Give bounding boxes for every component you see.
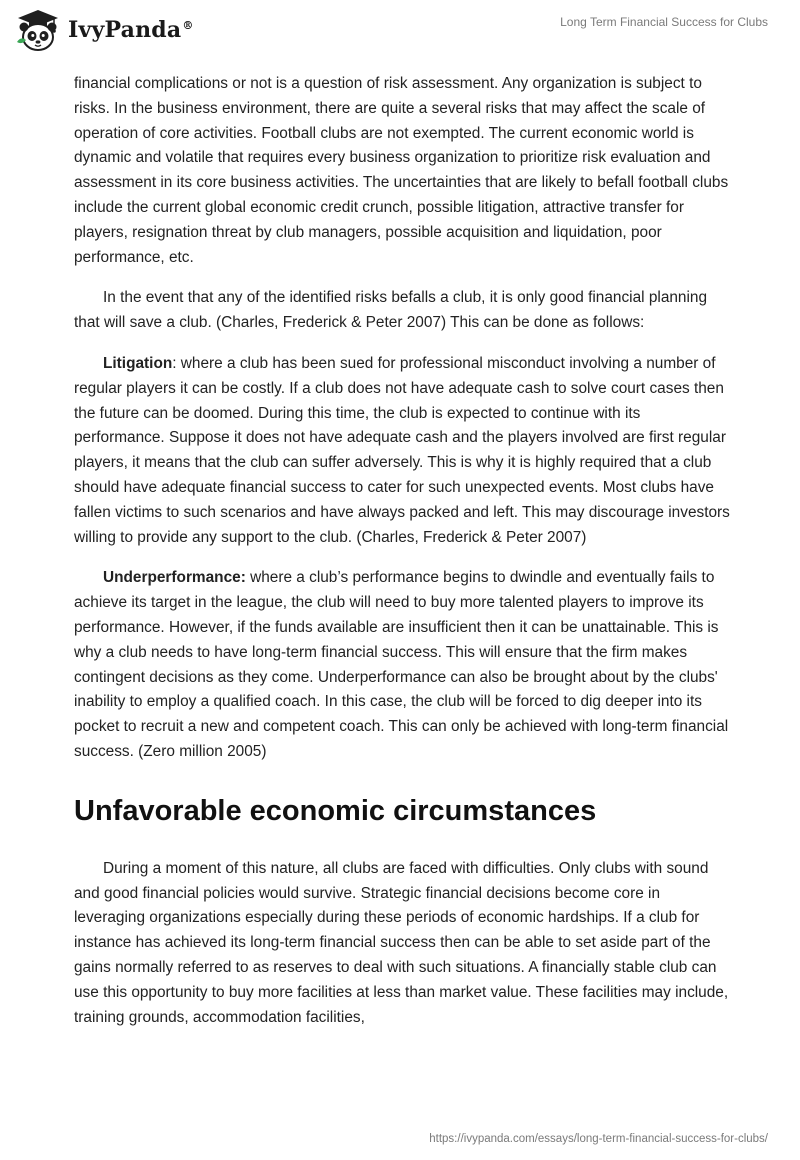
page-header xyxy=(0,0,800,70)
paragraph-litigation xyxy=(74,352,730,550)
paragraph-risk-assessment: financial complications or not is a question of risk assessment. Any organization is subject to risks. In the business environment, there are quite a several risks that may affect the scale of operation of core activities. Football clubs are not exempted. The current economic world is dynamic and volatile that requires every business organization to prioritize risk evaluation and assessment in its core business activities. The uncertainties that are likely to befall football clubs include the current global economic credit crunch, possible litigation, attractive transfer for players, resignation threat by club managers, possible acquisition and liquidation, poor performance, etc. xyxy=(74,75,729,266)
document-title: Long Term Financial Success for Clubs xyxy=(560,15,768,29)
paragraph-economic-circumstances: During a moment of this nature, all clubs are faced with difficulties. Only clubs with sound and good financial policies would survive. Strategic financial decisions become core in leveraging organizations especially during these periods of economic hardships. If a club for instance has achieved its long-term financial success then can be able to set aside part of the gains normally referred to as reserves to deal with such situations. A financially stable club can use this opportunity to buy more facilities at less than market value. These facilities may include, training grounds, accommodation facilities, xyxy=(74,859,729,1026)
source-url[interactable]: https://ivypanda.com/essays/long-term-financial-success-for-clubs/ xyxy=(429,1133,768,1145)
ivypanda-logo[interactable] xyxy=(14,8,194,52)
litigation-label: Litigation xyxy=(103,354,173,372)
logo-wordmark: IvyPanda® xyxy=(68,17,194,43)
underperformance-label: Underperformance: xyxy=(103,569,246,587)
underperformance-text: where a club’s performance begins to dwindle and eventually fails to achieve its target in the league, the club will need to buy more talented players to improve its performance. However, if the funds available are insufficient then it can be unattainable. This is why a club needs to have long-term financial success. This will ensure that the firm makes contingent decisions as they come. Underperformance can also be brought about by the clubs' inability to employ a qualified coach. In this case, the club will be forced to dig deeper into its pocket to recruit a new and competent coach. This can only be achieved with long-term financial success. (Zero million 2005) xyxy=(74,569,729,760)
panda-graduate-icon xyxy=(14,8,62,52)
paragraph-financial-planning: In the event that any of the identified risks befalls a club, it is only good financial planning that will save a club. (Charles, Frederick & Peter 2007) This can be done as follows: xyxy=(74,289,708,332)
essay-content xyxy=(74,72,730,1046)
paragraph-underperformance xyxy=(74,566,730,764)
litigation-text: : where a club has been sued for professional misconduct involving a number of regular players it can be costly. If a club does not have adequate cash to solve court cases then the future can be doomed. During this time, the club is expected to continue with its performance. Suppose it does not have adequate cash and the players involved are first regular players, it means that the club can suffer adversely. This is why it is highly required that a club should have adequate financial success to cater for such unexpected events. Most clubs have fallen victims to such scenarios and have always packed and left. This may discourage investors willing to provide any support to the club. (Charles, Frederick & Peter 2007) xyxy=(74,354,730,546)
section-heading: Unfavorable economic circumstances xyxy=(74,794,597,827)
